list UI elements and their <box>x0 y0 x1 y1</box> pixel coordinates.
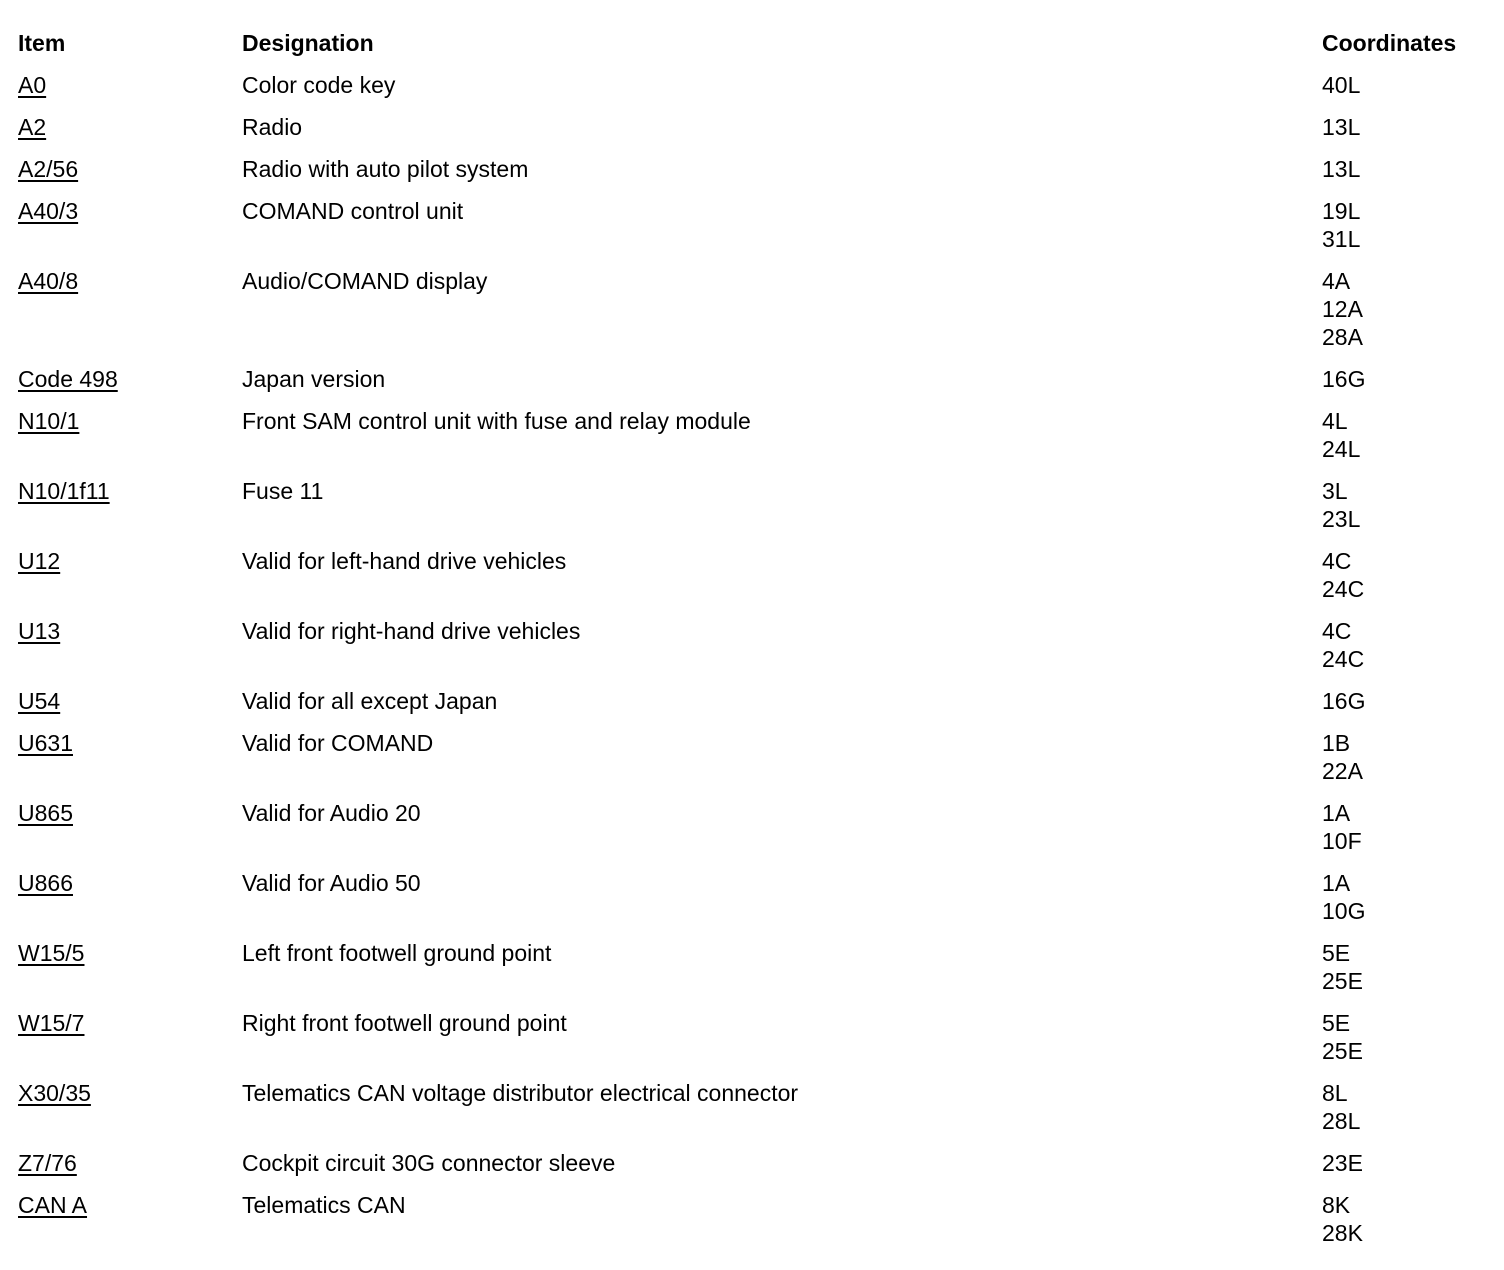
designation-cell: Audio/COMAND display <box>242 268 488 294</box>
coordinate-value: 24C <box>1322 576 1365 602</box>
table-row <box>18 799 1488 869</box>
coordinate-value: 13L <box>1322 156 1361 182</box>
coordinates-cell <box>1322 155 1488 197</box>
item-cell <box>18 729 242 799</box>
coordinate-value: 22A <box>1322 758 1363 784</box>
designation-cell: COMAND control unit <box>242 198 464 224</box>
item-cell <box>18 1191 242 1261</box>
table-body <box>18 71 1488 1261</box>
coordinates-column-header: Coordinates <box>1322 30 1457 56</box>
coordinates-cell <box>1322 687 1488 729</box>
coordinates-cell <box>1322 1149 1488 1191</box>
coordinate-value: 10F <box>1322 828 1362 854</box>
designation-cell: Telematics CAN <box>242 1192 406 1218</box>
table-row <box>18 687 1488 729</box>
coordinates-cell <box>1322 1009 1488 1079</box>
coordinates-cell <box>1322 617 1488 687</box>
coordinate-value: 23L <box>1322 506 1361 532</box>
coordinate-value: 28A <box>1322 324 1363 350</box>
item-link[interactable]: A2 <box>18 114 47 140</box>
coordinate-value: 23E <box>1322 1150 1363 1176</box>
table-row <box>18 939 1488 1009</box>
item-cell <box>18 617 242 687</box>
coordinate-value: 24L <box>1322 436 1361 462</box>
coordinate-value: 12A <box>1322 296 1363 322</box>
item-link[interactable]: U54 <box>18 688 61 714</box>
designation-cell: Left front footwell ground point <box>242 940 552 966</box>
coordinates-cell <box>1322 267 1488 365</box>
table-row <box>18 197 1488 267</box>
designation-cell: Valid for Audio 20 <box>242 800 421 826</box>
coordinates-cell <box>1322 1079 1488 1149</box>
coordinate-value: 4C <box>1322 548 1352 574</box>
coordinate-value: 4C <box>1322 618 1352 644</box>
table-row <box>18 365 1488 407</box>
table-header <box>18 29 1488 71</box>
designation-cell: Valid for right-hand drive vehicles <box>242 618 581 644</box>
coordinates-cell <box>1322 799 1488 869</box>
item-link[interactable]: U866 <box>18 870 73 896</box>
table-row <box>18 1149 1488 1191</box>
header-row <box>18 29 1488 71</box>
coordinate-value: 1B <box>1322 730 1351 756</box>
item-link[interactable]: Code 498 <box>18 366 118 392</box>
item-link[interactable]: U12 <box>18 548 61 574</box>
table-row <box>18 407 1488 477</box>
coordinates-cell <box>1322 1191 1488 1261</box>
designation-cell: Valid for all except Japan <box>242 688 498 714</box>
item-cell <box>18 687 242 729</box>
item-cell <box>18 365 242 407</box>
item-link[interactable]: W15/7 <box>18 1010 85 1036</box>
component-legend-table <box>18 29 1488 1261</box>
item-link[interactable]: Z7/76 <box>18 1150 77 1176</box>
designation-cell: Color code key <box>242 72 396 98</box>
designation-cell: Front SAM control unit with fuse and relay module <box>242 408 751 434</box>
item-cell <box>18 155 242 197</box>
coordinate-value: 19L <box>1322 198 1361 224</box>
coordinate-value: 1A <box>1322 870 1351 896</box>
designation-cell: Cockpit circuit 30G connector sleeve <box>242 1150 616 1176</box>
coordinates-cell <box>1322 477 1488 547</box>
coordinate-value: 3L <box>1322 478 1348 504</box>
coordinate-value: 31L <box>1322 226 1361 252</box>
table-row <box>18 155 1488 197</box>
item-link[interactable]: U631 <box>18 730 73 756</box>
coordinate-value: 8L <box>1322 1080 1348 1106</box>
coordinates-cell <box>1322 547 1488 617</box>
designation-cell: Radio with auto pilot system <box>242 156 529 182</box>
coordinates-cell <box>1322 869 1488 939</box>
table-row <box>18 1009 1488 1079</box>
item-link[interactable]: U13 <box>18 618 61 644</box>
item-column-header: Item <box>18 30 66 56</box>
item-cell <box>18 1079 242 1149</box>
coordinates-cell <box>1322 365 1488 407</box>
coordinate-value: 16G <box>1322 366 1366 392</box>
table-row <box>18 869 1488 939</box>
item-cell <box>18 799 242 869</box>
item-cell <box>18 1009 242 1079</box>
item-link[interactable]: A40/3 <box>18 198 79 224</box>
coordinates-cell <box>1322 197 1488 267</box>
designation-cell: Valid for left-hand drive vehicles <box>242 548 567 574</box>
item-cell <box>18 869 242 939</box>
coordinate-value: 16G <box>1322 688 1366 714</box>
item-cell <box>18 477 242 547</box>
table-row <box>18 1079 1488 1149</box>
item-link[interactable]: U865 <box>18 800 73 826</box>
item-link[interactable]: N10/1f11 <box>18 478 110 504</box>
item-cell <box>18 547 242 617</box>
coordinates-cell <box>1322 407 1488 477</box>
coordinate-value: 13L <box>1322 114 1361 140</box>
coordinate-value: 24C <box>1322 646 1365 672</box>
item-link[interactable]: W15/5 <box>18 940 85 966</box>
coordinate-value: 8K <box>1322 1192 1351 1218</box>
coordinate-value: 25E <box>1322 1038 1363 1064</box>
table-row <box>18 267 1488 365</box>
item-link[interactable]: CAN A <box>18 1192 88 1218</box>
coordinate-value: 25E <box>1322 968 1363 994</box>
table-row <box>18 113 1488 155</box>
item-link[interactable]: A40/8 <box>18 268 79 294</box>
coordinates-cell <box>1322 71 1488 113</box>
coordinate-value: 4L <box>1322 408 1348 434</box>
coordinate-value: 1A <box>1322 800 1351 826</box>
coordinate-value: 28L <box>1322 1108 1361 1134</box>
item-link[interactable]: N10/1 <box>18 408 80 434</box>
designation-cell: Japan version <box>242 366 386 392</box>
designation-cell: Telematics CAN voltage distributor electrical connector <box>242 1080 799 1106</box>
designation-cell: Radio <box>242 114 303 140</box>
coordinates-cell <box>1322 113 1488 155</box>
designation-cell: Fuse 11 <box>242 478 324 504</box>
table-row <box>18 477 1488 547</box>
designation-cell: Valid for Audio 50 <box>242 870 421 896</box>
coordinates-cell <box>1322 729 1488 799</box>
item-cell <box>18 197 242 267</box>
coordinate-value: 28K <box>1322 1220 1363 1246</box>
coordinates-cell <box>1322 939 1488 1009</box>
designation-column-header: Designation <box>242 30 374 56</box>
table-row <box>18 729 1488 799</box>
item-cell <box>18 939 242 1009</box>
table-row <box>18 617 1488 687</box>
designation-cell: Valid for COMAND <box>242 730 434 756</box>
coordinate-value: 5E <box>1322 1010 1351 1036</box>
item-cell <box>18 71 242 113</box>
coordinate-value: 5E <box>1322 940 1351 966</box>
item-link[interactable]: A0 <box>18 72 47 98</box>
item-cell <box>18 113 242 155</box>
item-link[interactable]: X30/35 <box>18 1080 91 1106</box>
item-cell <box>18 407 242 477</box>
coordinate-value: 10G <box>1322 898 1366 924</box>
coordinate-value: 40L <box>1322 72 1361 98</box>
coordinate-value: 4A <box>1322 268 1351 294</box>
table-row <box>18 1191 1488 1261</box>
item-link[interactable]: A2/56 <box>18 156 79 182</box>
table-row <box>18 547 1488 617</box>
item-cell <box>18 1149 242 1191</box>
item-cell <box>18 267 242 365</box>
designation-cell: Right front footwell ground point <box>242 1010 567 1036</box>
table-row <box>18 71 1488 113</box>
